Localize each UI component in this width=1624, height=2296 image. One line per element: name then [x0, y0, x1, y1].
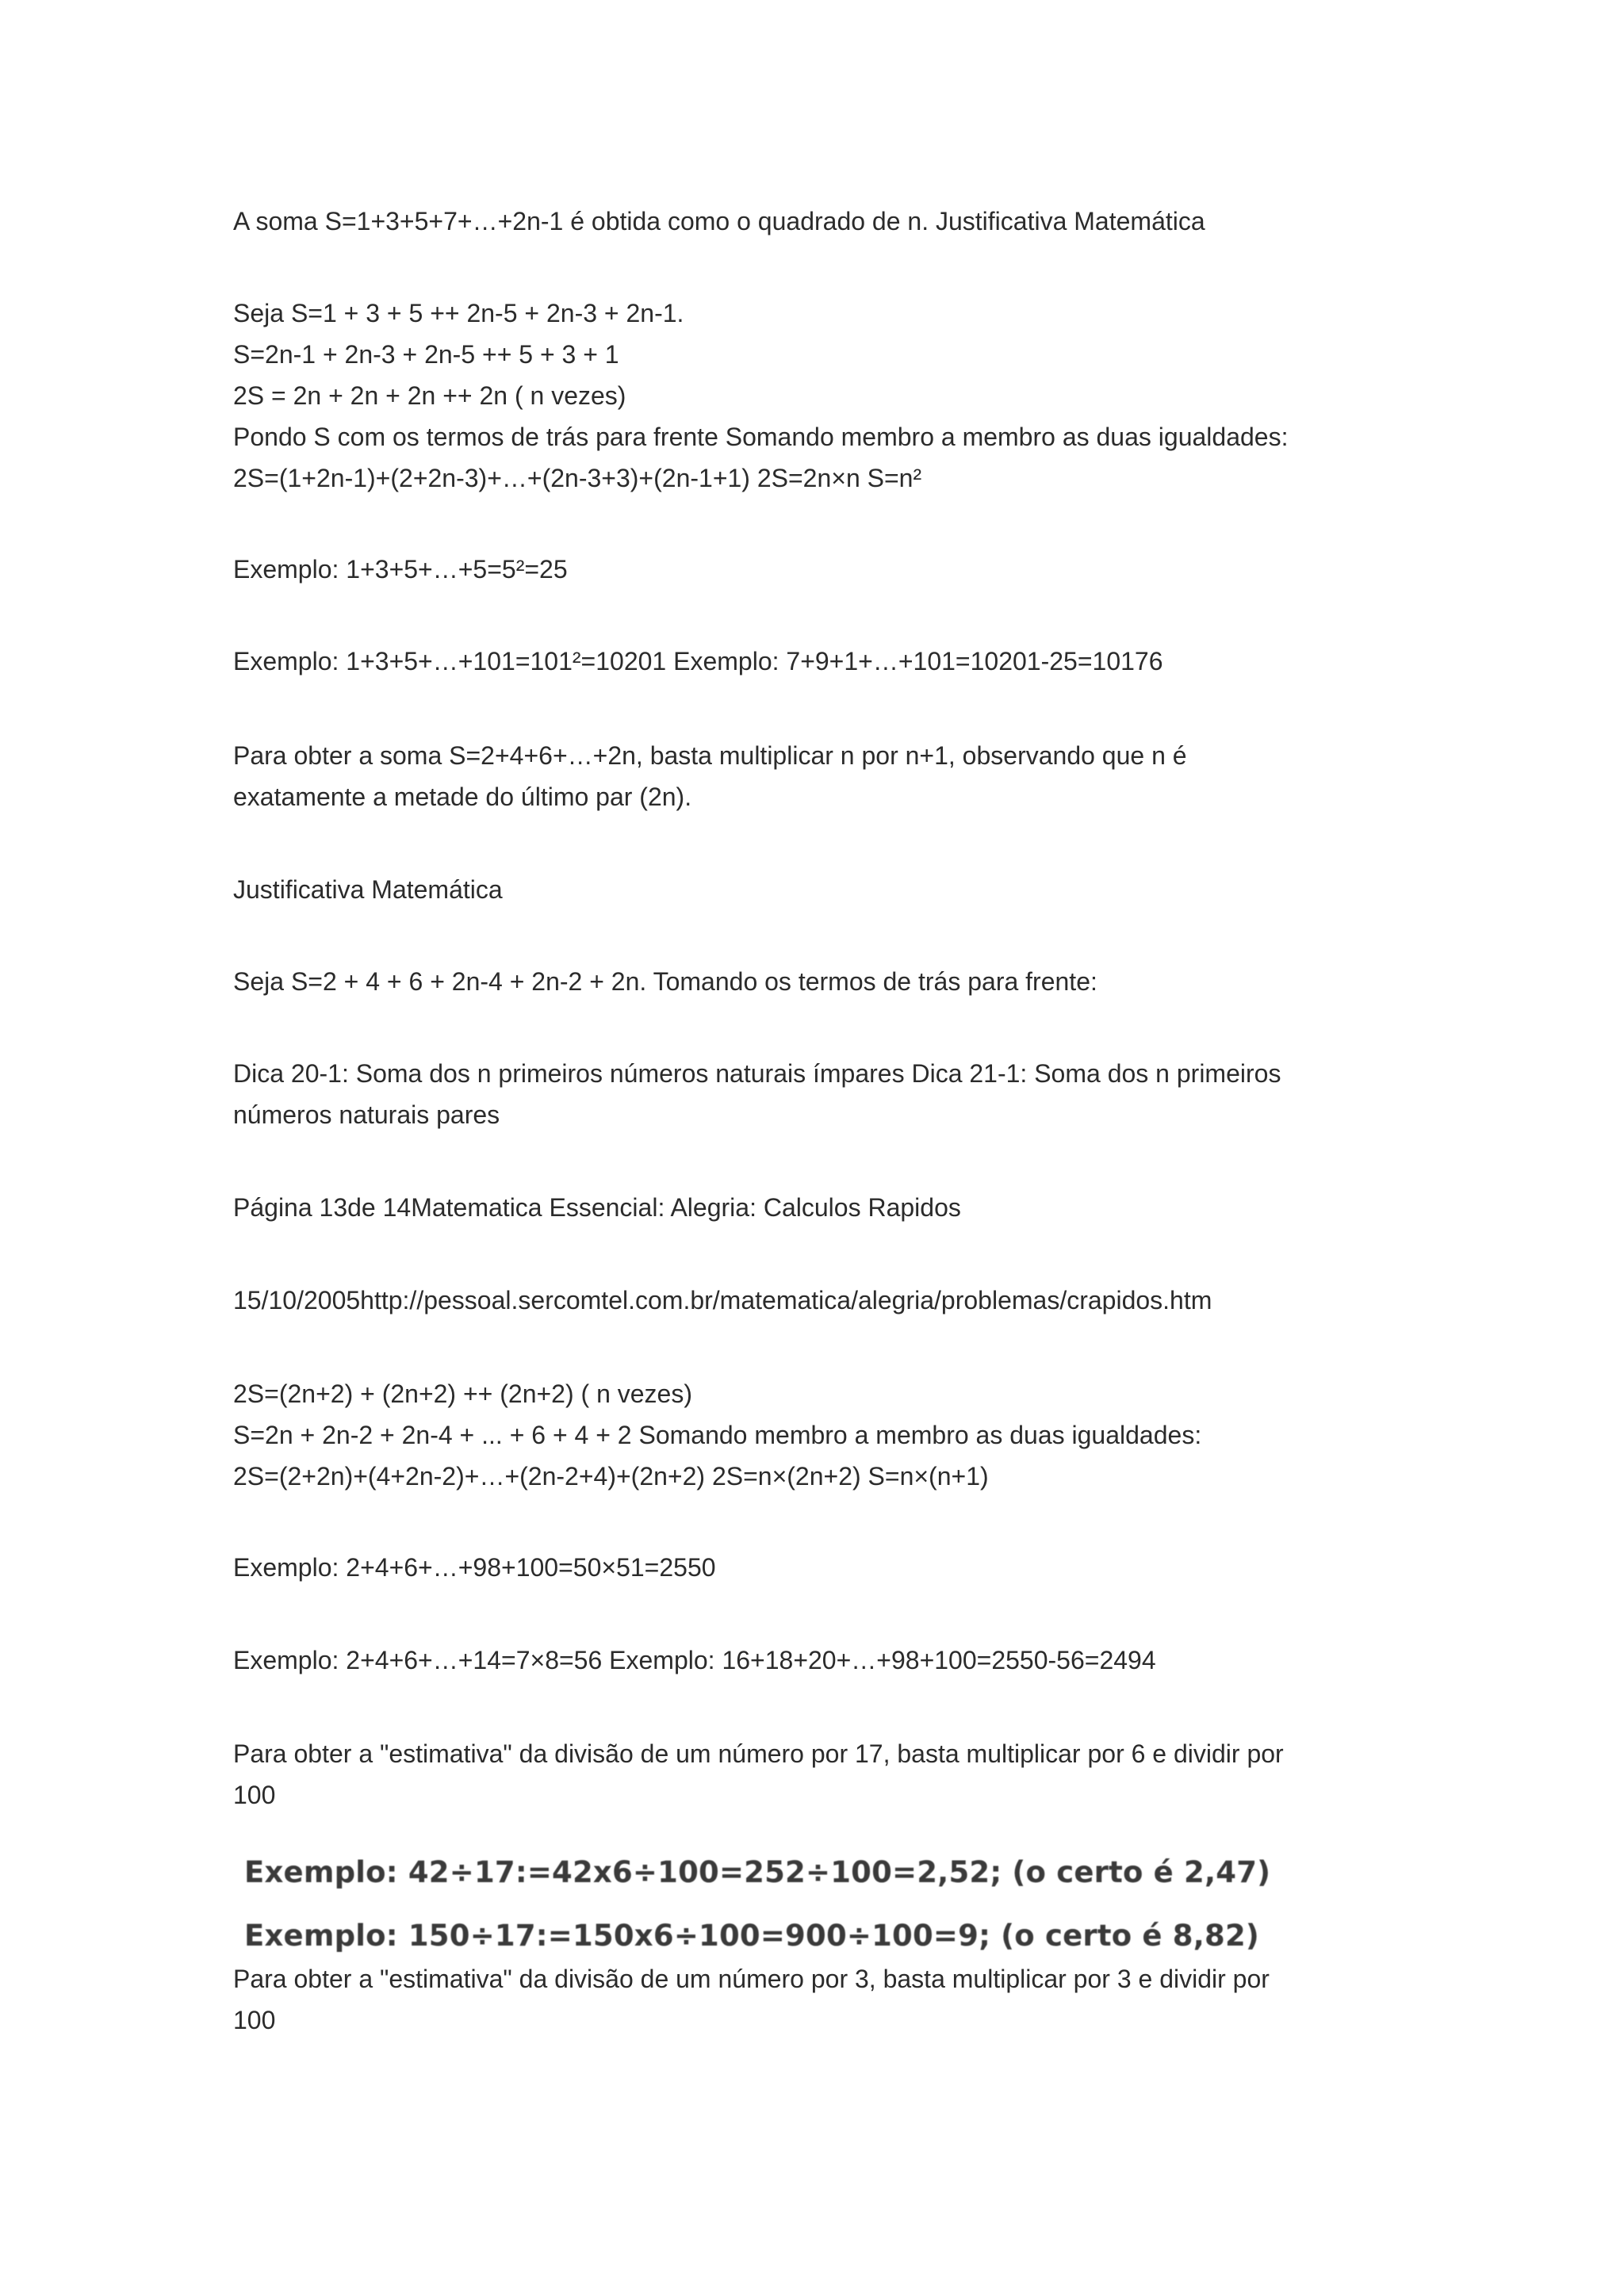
text-line: 100: [233, 1781, 276, 1809]
text-line: Para obter a "estimativa" da divisão de um número por 3, basta multiplicar por 3 e dividir por: [233, 1965, 1270, 1993]
paragraph-justification-heading: [233, 869, 1391, 910]
text-line: S=2n-1 + 2n-3 + 2n-5 ++ 5 + 3 + 1: [233, 340, 619, 369]
text-line: Para obter a soma S=2+4+6+…+2n, basta multiplicar n por n+1, observando que n é: [233, 741, 1187, 770]
text-line: Exemplo: 1+3+5+…+5=5²=25: [233, 555, 568, 584]
paragraph-example-2: [233, 641, 1391, 682]
paragraph-example-1: [233, 549, 1391, 590]
text-line: A soma S=1+3+5+7+…+2n-1 é obtida como o quadrado de n. Justificativa Matemática: [233, 207, 1205, 235]
paragraph-even-proof: [233, 961, 1391, 1002]
text-line: 2S=(2+2n)+(4+2n-2)+…+(2n-2+4)+(2n+2) 2S=n×(2n+2) S=n×(n+1): [233, 1462, 989, 1490]
paragraph-tips: [233, 1053, 1391, 1135]
text-line: Seja S=2 + 4 + 6 + 2n-4 + 2n-2 + 2n. Tomando os termos de trás para frente:: [233, 967, 1097, 996]
paragraph-example-4: [233, 1640, 1391, 1681]
text-line: Dica 20-1: Soma dos n primeiros números naturais ímpares Dica 21-1: Soma dos n primeiros: [233, 1059, 1281, 1088]
paragraph-odd-proof: [233, 293, 1391, 499]
text-line: Exemplo: 1+3+5+…+101=101²=10201 Exemplo: 7+9+1+…+101=10201-25=10176: [233, 647, 1163, 675]
text-line: Justificativa Matemática: [233, 875, 503, 904]
paragraph-page-footer: [233, 1187, 1391, 1228]
text-line: Exemplo: 2+4+6+…+14=7×8=56 Exemplo: 16+18+20+…+98+100=2550-56=2494: [233, 1646, 1156, 1674]
text-line: 100: [233, 2006, 276, 2034]
text-line: S=2n + 2n-2 + 2n-4 + ... + 6 + 4 + 2 Somando membro a membro as duas igualdades:: [233, 1421, 1202, 1449]
text-line: exatamente a metade do último par (2n).: [233, 783, 692, 811]
text-line: Pondo S com os termos de trás para frente Somando membro a membro as duas igualdades:: [233, 423, 1289, 451]
text-line: Página 13de 14Matematica Essencial: Alegria: Calculos Rapidos: [233, 1193, 961, 1222]
text-line: Exemplo: 2+4+6+…+98+100=50×51=2550: [233, 1553, 716, 1582]
text-line: 15/10/2005http://pessoal.sercomtel.com.br/matematica/alegria/problemas/crapidos.htm: [233, 1286, 1212, 1314]
paragraph-division-17: [233, 1733, 1391, 1816]
image-example-line: Exemplo: 42÷17:=42x6÷100=252÷100=2,52; (o certo é 2,47): [244, 1855, 1271, 1889]
paragraph-even-derivation: [233, 1373, 1391, 1497]
paragraph-even-sum: [233, 735, 1391, 817]
text-line: 2S=(1+2n-1)+(2+2n-3)+…+(2n-3+3)+(2n-1+1) 2S=2n×n S=n²: [233, 464, 922, 492]
image-example-line: Exemplo: 150÷17:=150x6÷100=900÷100=9; (o certo é 8,82): [244, 1919, 1260, 1953]
paragraph-source-url: [233, 1280, 1391, 1321]
text-line: Seja S=1 + 3 + 5 ++ 2n-5 + 2n-3 + 2n-1.: [233, 299, 684, 327]
text-line: Para obter a "estimativa" da divisão de um número por 17, basta multiplicar por 6 e dividir por: [233, 1739, 1284, 1768]
paragraph-division-3: [233, 1958, 1391, 2041]
text-line: números naturais pares: [233, 1100, 500, 1129]
paragraph-intro: [233, 201, 1391, 242]
paragraph-example-3: [233, 1547, 1391, 1588]
text-line: 2S = 2n + 2n + 2n ++ 2n ( n vezes): [233, 381, 626, 410]
text-line: 2S=(2n+2) + (2n+2) ++ (2n+2) ( n vezes): [233, 1380, 692, 1408]
